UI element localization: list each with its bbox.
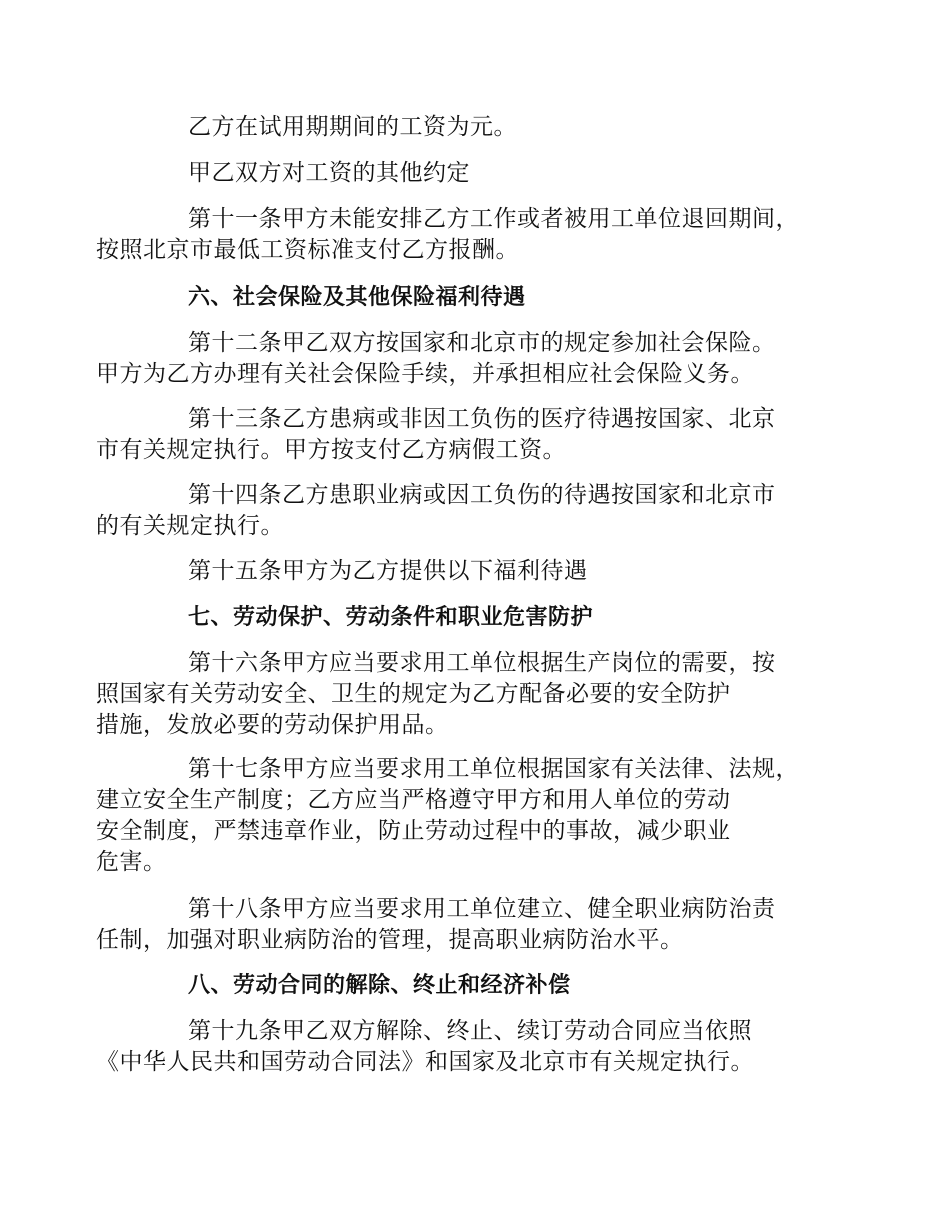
- text-line: 措施，发放必要的劳动保护用品。: [96, 712, 449, 738]
- text-line: 甲乙双方对工资的其他约定: [188, 160, 470, 186]
- paragraph-article-12: [96, 328, 842, 390]
- heading-text: 六、社会保险及其他保险福利待遇: [188, 285, 526, 310]
- text-line: 第十八条甲方应当要求用工单位建立、健全职业病防治责: [188, 896, 776, 922]
- text-line: 危害。: [96, 849, 167, 875]
- text-line: 第十一条甲方未能安排乙方工作或者被用工单位退回期间，: [188, 206, 799, 232]
- section-heading-7: [142, 602, 842, 633]
- text-line: 第十二条甲乙双方按国家和北京市的规定参加社会保险。: [188, 330, 776, 356]
- paragraph-article-16: [96, 648, 842, 741]
- paragraph-other-salary-terms: [142, 158, 842, 189]
- text-line: 乙方在试用期期间的工资为元。: [188, 114, 517, 140]
- text-line: 的有关规定执行。: [96, 513, 284, 539]
- paragraph-article-14: [96, 480, 842, 542]
- paragraph-article-13: [96, 404, 842, 466]
- text-line: 按照北京市最低工资标准支付乙方报酬。: [96, 237, 519, 263]
- text-line: 第十三条乙方患病或非因工负伤的医疗待遇按国家、北京: [188, 406, 776, 432]
- paragraph-trial-salary: [142, 112, 842, 143]
- text-line: 第十五条甲方为乙方提供以下福利待遇: [188, 558, 588, 584]
- paragraph-article-17: [96, 754, 842, 878]
- text-line: 甲方为乙方办理有关社会保险手续，并承担相应社会保险义务。: [96, 361, 754, 387]
- paragraph-article-19: [96, 1016, 842, 1078]
- text-line: 市有关规定执行。甲方按支付乙方病假工资。: [96, 437, 566, 463]
- text-line: 建立安全生产制度；乙方应当严格遵守甲方和用人单位的劳动: [96, 787, 731, 813]
- heading-text: 七、劳动保护、劳动条件和职业危害防护: [188, 605, 594, 630]
- paragraph-article-15: [142, 556, 842, 587]
- text-line: 第十四条乙方患职业病或因工负伤的待遇按国家和北京市: [188, 482, 776, 508]
- text-line: 任制，加强对职业病防治的管理，提高职业病防治水平。: [96, 927, 684, 953]
- paragraph-article-18: [96, 894, 842, 956]
- section-heading-8: [142, 970, 842, 1001]
- paragraph-article-11: [96, 204, 842, 266]
- section-heading-6: [142, 282, 842, 313]
- text-line: 安全制度，严禁违章作业，防止劳动过程中的事故，减少职业: [96, 818, 731, 844]
- text-line: 第十七条甲方应当要求用工单位根据国家有关法律、法规，: [188, 756, 799, 782]
- text-line: 照国家有关劳动安全、卫生的规定为乙方配备必要的安全防护: [96, 681, 731, 707]
- text-line: 第十九条甲乙双方解除、终止、续订劳动合同应当依照: [188, 1018, 752, 1044]
- text-line: 《中华人民共和国劳动合同法》和国家及北京市有关规定执行。: [96, 1049, 754, 1075]
- heading-text: 八、劳动合同的解除、终止和经济补偿: [188, 973, 571, 998]
- text-line: 第十六条甲方应当要求用工单位根据生产岗位的需要，按: [188, 650, 776, 676]
